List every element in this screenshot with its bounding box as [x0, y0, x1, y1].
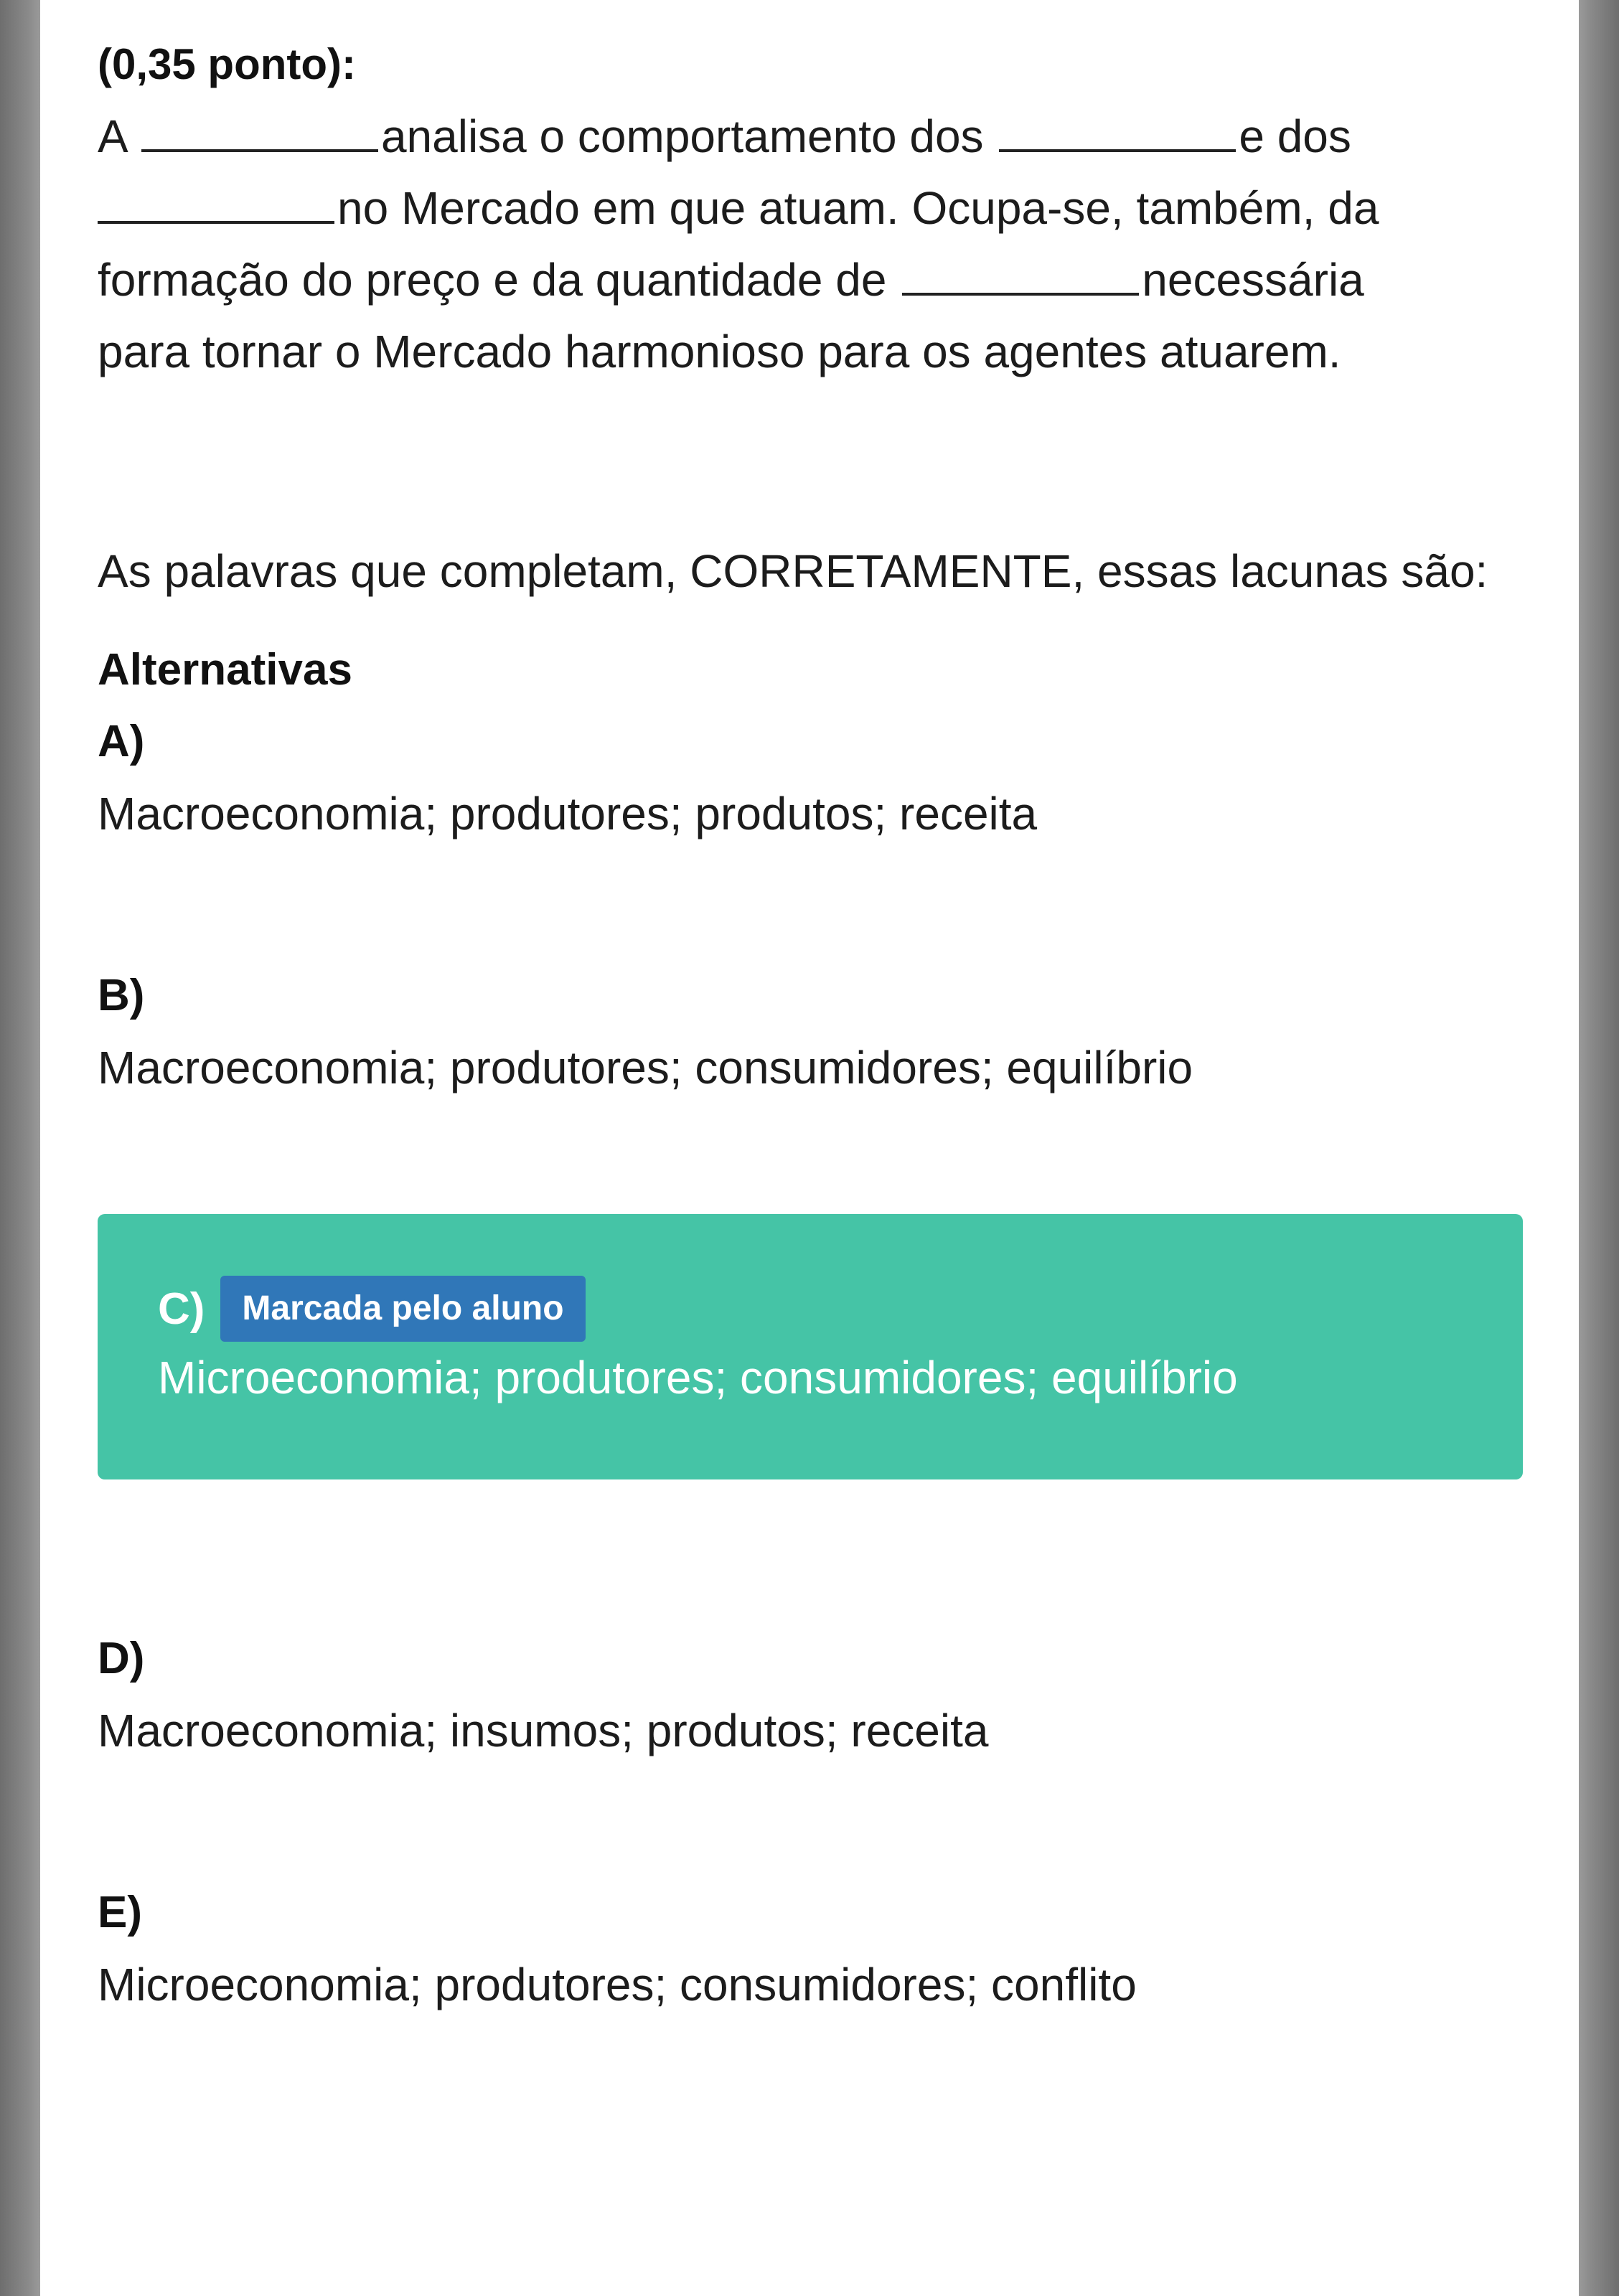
option-d[interactable]: [98, 1623, 1526, 1766]
question-page: [40, 0, 1579, 2296]
question-content: [98, 29, 1526, 2020]
statement-part-3: e dos: [1239, 110, 1351, 162]
option-a[interactable]: [98, 706, 1526, 850]
option-d-letter: D): [98, 1634, 145, 1683]
option-b[interactable]: [98, 960, 1526, 1104]
option-c-header: [158, 1276, 1523, 1342]
blank-4: [902, 245, 1139, 296]
option-c-text: Microeconomia; produtores; consumidores; equilíbrio: [158, 1352, 1238, 1403]
statement-part-7: para tornar o Mercado harmonioso para os agentes atuarem.: [98, 326, 1341, 377]
statement-word-a: A: [98, 110, 126, 162]
option-d-text: Macroeconomia; insumos; produtos; receita: [98, 1705, 989, 1756]
option-e[interactable]: [98, 1877, 1526, 2020]
left-frame-edge: [0, 0, 40, 2296]
option-e-text: Microeconomia; produtores; consumidores; conflito: [98, 1959, 1137, 2010]
question-instruction: As palavras que completam, CORRETAMENTE, essas lacunas são:: [98, 545, 1488, 597]
statement-part-5: formação do preço e da quantidade de: [98, 254, 887, 306]
statement-part-2: analisa o comportamento dos: [380, 110, 984, 162]
statement-part-4: no Mercado em que atuam. Ocupa-se, também, da: [337, 182, 1379, 234]
blank-2: [999, 102, 1236, 152]
statement-part-6: necessária: [1142, 254, 1364, 306]
alternatives-heading: Alternativas: [98, 645, 352, 695]
option-a-text: Macroeconomia; produtores; produtos; receita: [98, 788, 1038, 839]
blank-3: [98, 174, 334, 224]
question-statement: [98, 100, 1526, 387]
option-a-letter: A): [98, 717, 145, 766]
question-points: (0,35 ponto):: [98, 40, 356, 88]
option-b-text: Macroeconomia; produtores; consumidores; equilíbrio: [98, 1042, 1193, 1093]
student-selected-badge: Marcada pelo aluno: [220, 1276, 585, 1342]
option-b-letter: B): [98, 971, 145, 1020]
blank-1: [141, 102, 378, 152]
right-frame-edge: [1579, 0, 1619, 2296]
option-e-letter: E): [98, 1888, 142, 1937]
option-c-letter: C): [158, 1284, 205, 1334]
option-c-selected[interactable]: [98, 1214, 1523, 1479]
